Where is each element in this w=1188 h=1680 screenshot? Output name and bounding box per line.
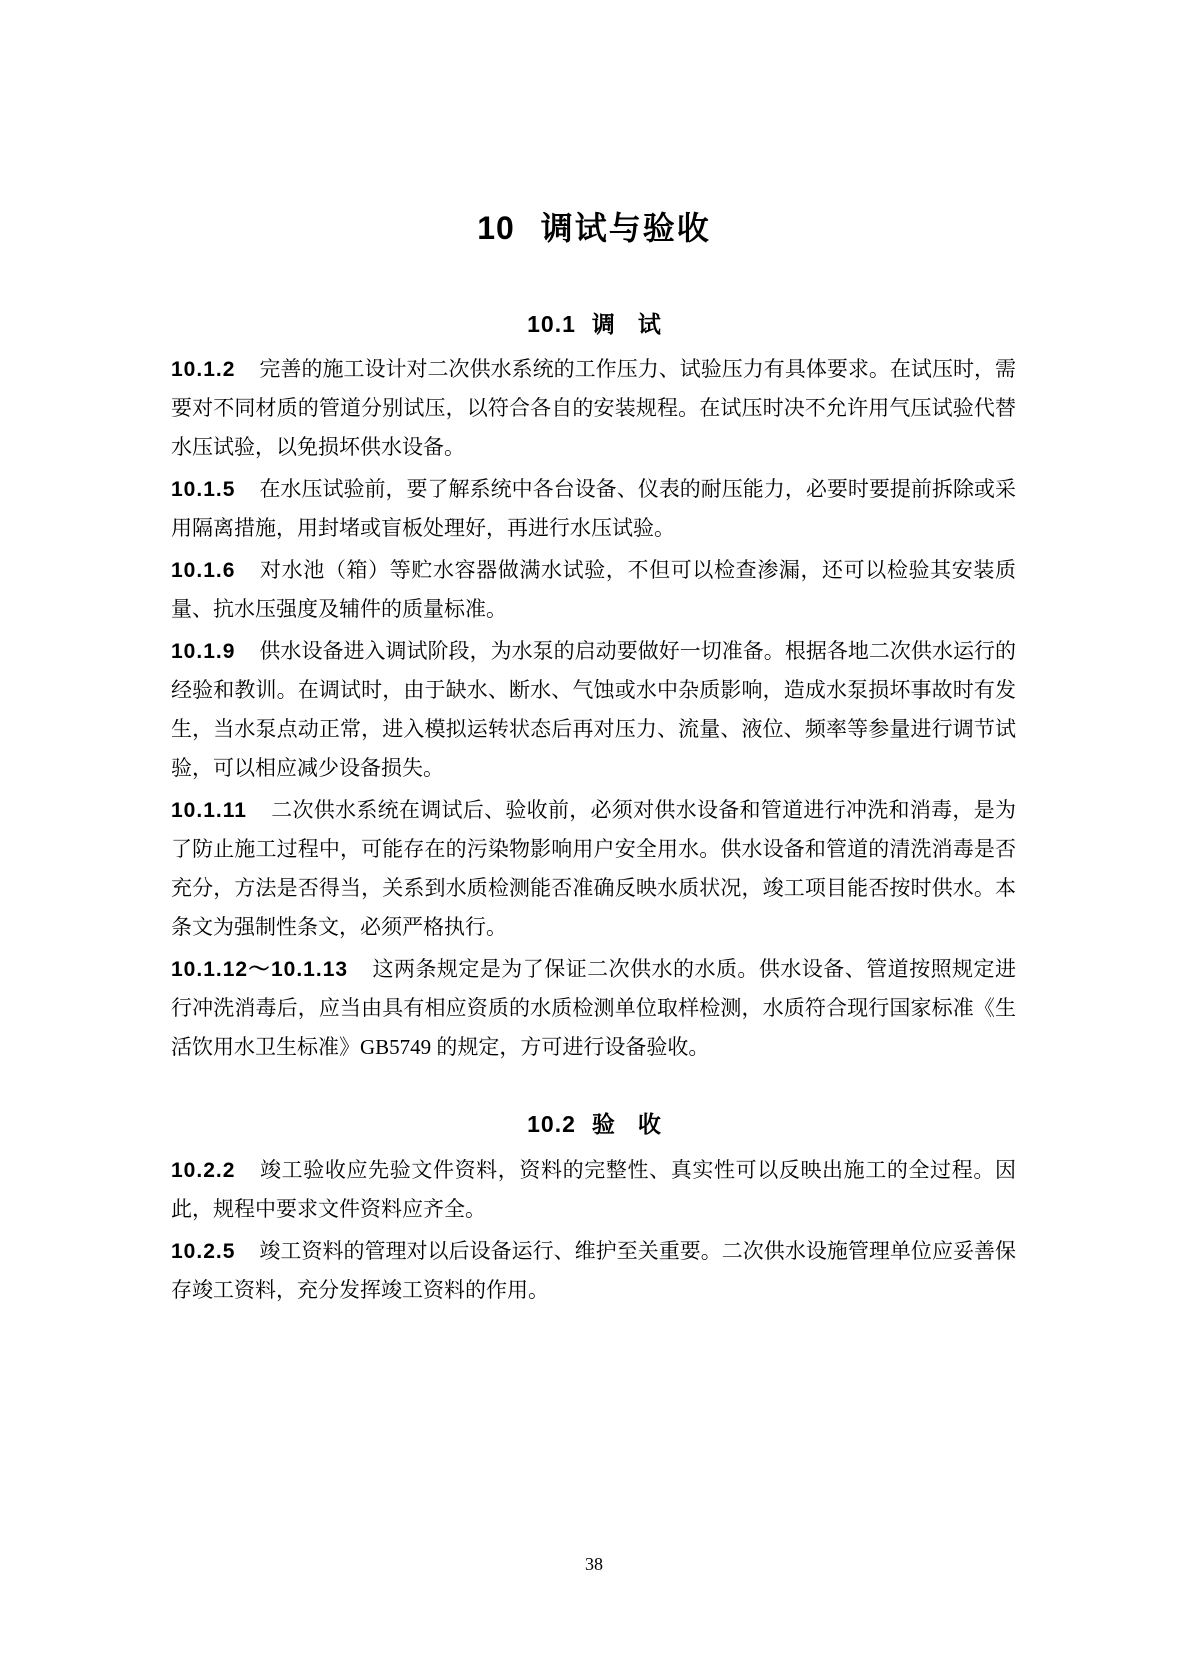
clause-10-1-12-13 bbox=[171, 950, 1016, 1067]
section-title: 调 试 bbox=[591, 310, 661, 337]
section-heading-10-2 bbox=[0, 1111, 1188, 1137]
clause-10-2-2 bbox=[171, 1151, 1016, 1229]
clause-10-1-6 bbox=[171, 551, 1016, 629]
chapter-name: 调试与验收 bbox=[540, 210, 711, 246]
clause-number: 10.1.11 bbox=[171, 799, 247, 823]
chapter-number: 10 bbox=[477, 210, 515, 246]
clause-number: 10.1.12～10.1.13 bbox=[171, 958, 349, 982]
clause-text: 竣工验收应先验文件资料，资料的完整性、真实性可以反映出施工的全过程。因此，规程中要求文件资料应齐全。 bbox=[171, 1157, 1016, 1221]
clause-text: 二次供水系统在调试后、验收前，必须对供水设备和管道进行冲洗和消毒，是为了防止施工过程中，可能存在的污染物影响用户安全用水。供水设备和管道的清洗消毒是否充分，方法是否得当，关系到水质检测能否准确反映水质状况，竣工项目能否按时供水。本条文为强制性条文，必须严格执行。 bbox=[171, 798, 1016, 940]
clause-number: 10.1.6 bbox=[171, 559, 236, 583]
section-10-1-body bbox=[171, 350, 1016, 1067]
section-heading-10-1 bbox=[0, 311, 1188, 337]
clause-10-1-9 bbox=[171, 632, 1016, 788]
clause-text: 供水设备进入调试阶段，为水泵的启动要做好一切准备。根据各地二次供水运行的经验和教训。在调试时，由于缺水、断水、气蚀或水中杂质影响，造成水泵损坏事故时有发生，当水泵点动正常，进入模拟运转状态后再对压力、流量、液位、频率等参量进行调节试验，可以相应减少设备损失。 bbox=[171, 639, 1016, 781]
clause-text: 在水压试验前，要了解系统中各台设备、仪表的耐压能力，必要时要提前拆除或采用隔离措施，用封堵或盲板处理好，再进行水压试验。 bbox=[171, 477, 1016, 541]
clause-number: 10.1.2 bbox=[171, 358, 236, 382]
clause-10-1-2 bbox=[171, 350, 1016, 467]
clause-10-2-5 bbox=[171, 1232, 1016, 1310]
clause-10-1-5 bbox=[171, 470, 1016, 548]
chapter-title bbox=[0, 0, 1188, 247]
section-title: 验 收 bbox=[591, 1111, 661, 1138]
clause-number: 10.2.2 bbox=[171, 1158, 236, 1182]
section-10-2-body bbox=[171, 1151, 1016, 1310]
clause-number: 10.2.5 bbox=[171, 1239, 236, 1263]
section-number: 10.1 bbox=[527, 310, 576, 337]
section-number: 10.2 bbox=[527, 1111, 576, 1138]
page-number: 38 bbox=[585, 1554, 603, 1574]
clause-text: 完善的施工设计对二次供水系统的工作压力、试验压力有具体要求。在试压时，需要对不同材质的管道分别试压，以符合各自的安装规程。在试压时决不允许用气压试验代替水压试验，以免损坏供水设备。 bbox=[171, 357, 1016, 460]
clause-10-1-11 bbox=[171, 791, 1016, 947]
clause-number: 10.1.5 bbox=[171, 478, 236, 502]
clause-text: 对水池（箱）等贮水容器做满水试验，不但可以检查渗漏，还可以检验其安装质量、抗水压强度及辅件的质量标准。 bbox=[171, 558, 1016, 622]
clause-number: 10.1.9 bbox=[171, 640, 236, 664]
clause-text: 竣工资料的管理对以后设备运行、维护至关重要。二次供水设施管理单位应妥善保存竣工资料，充分发挥竣工资料的作用。 bbox=[171, 1238, 1016, 1302]
clause-text: 这两条规定是为了保证二次供水的水质。供水设备、管道按照规定进行冲洗消毒后，应当由具有相应资质的水质检测单位取样检测，水质符合现行国家标准《生活饮用水卫生标准》GB5749 的规定，方可进行设备验收。 bbox=[171, 957, 1016, 1060]
